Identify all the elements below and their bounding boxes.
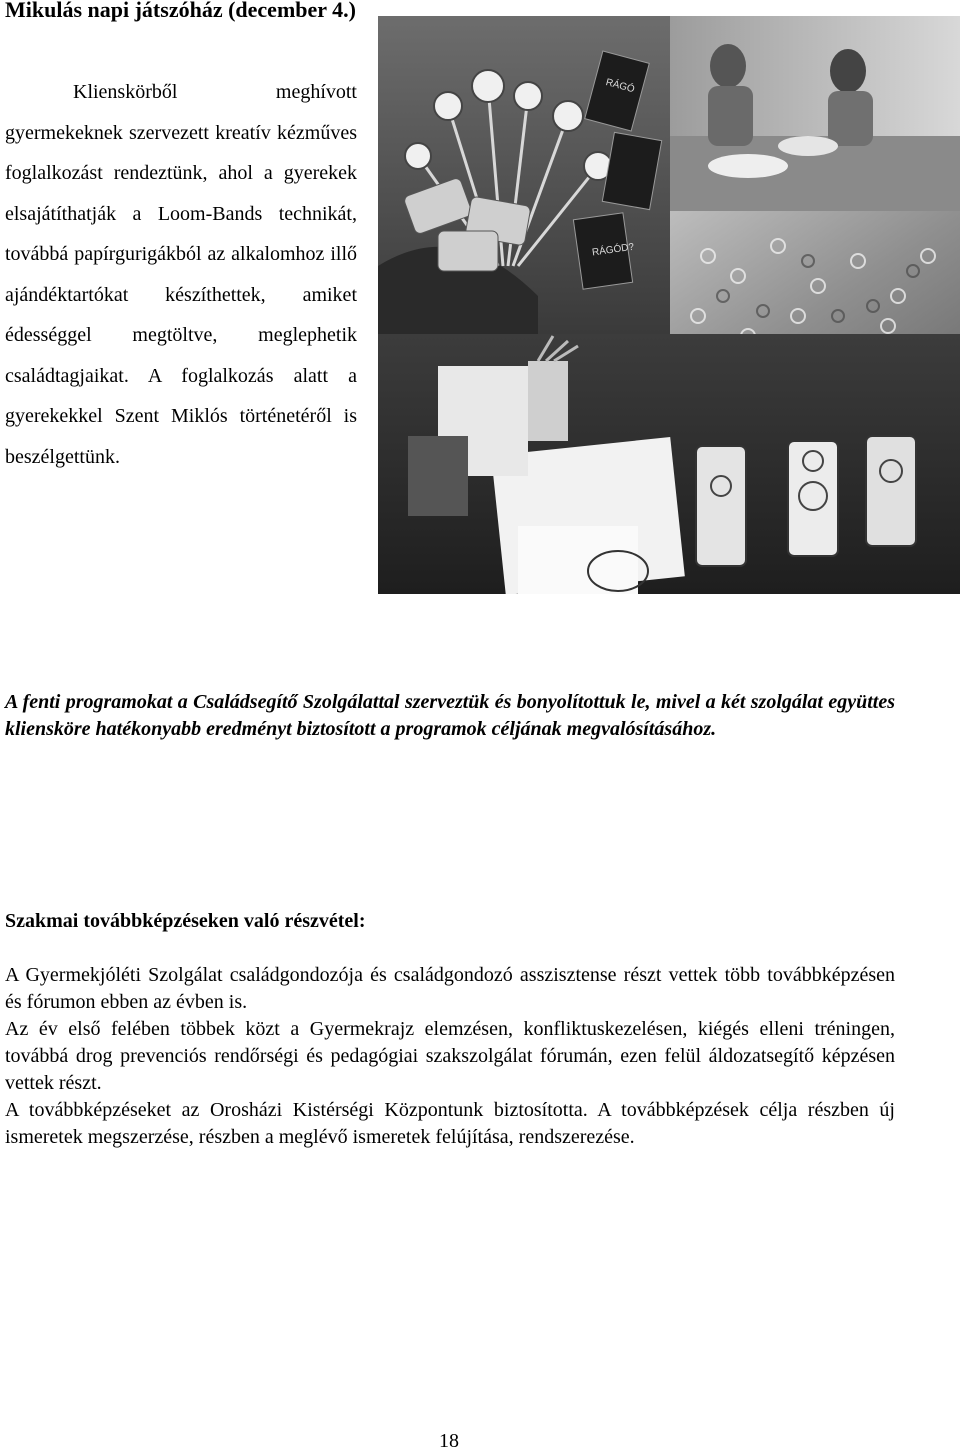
- gift-tube-2: [788, 441, 838, 556]
- training-paragraph-3: A továbbképzéseket az Orosházi Kistérségi Központunk biztosította. A továbbképzések célja részben új ismeretek megszerzése, részben a meglévő ismeretek felújítása, rendszerezése.: [5, 1099, 895, 1148]
- crafts-photo: [378, 334, 960, 594]
- training-paragraph-2: Az év első felében többek közt a Gyermekrajz elemzésen, konfliktuskezelésen, kiégés elleni tréningen, továbbá drog prevenciós rendőrségi és pedagógiai szakszolgálat fórumán, ezen felül áldozatsegítő képzésen vettek részt.: [5, 1018, 895, 1094]
- gift-tube-1: [696, 446, 746, 566]
- training-section-title: Szakmai továbbképzéseken való részvétel:: [5, 910, 366, 932]
- intro-paragraph: Klienskörből meghívott gyermekeknek szervezett kreatív kézműves foglalkozást rendeztünk, ahol a gyerekek elsajátíthatják a Loom-Bands technikát, továbbá papírgurigákból az alkalomhoz illő ajándéktartókat készíthettek, amiket édességgel megtöltve, meglephetik családtagjaikat. A foglalkozás alatt a gyerekekkel Szent Miklós történetéről is beszélgettünk.: [5, 81, 357, 468]
- training-section-body: [5, 962, 895, 1151]
- training-paragraph-1: A Gyermekjóléti Szolgálat családgondozója és családgondozó asszisztense részt vettek több továbbképzésen és fórumon ebben az évben is.: [5, 964, 895, 1013]
- photo-collage: [378, 16, 960, 594]
- kids-photo: [670, 16, 960, 211]
- candy-photo: [378, 16, 670, 334]
- section-heading: Mikulás napi játszóház (december 4.): [5, 0, 356, 22]
- gift-tube-3: [866, 436, 916, 546]
- candy-label-text: RÁGÓD?: [591, 241, 635, 259]
- candy-label-text-2: RÁGÓ: [604, 77, 636, 96]
- page-number: 18: [439, 1430, 459, 1452]
- photo-collage-svg: [378, 16, 960, 594]
- cooperation-note: A fenti programokat a Családsegítő Szolgálattal szerveztük és bonyolítottuk le, mivel a két szolgálat együttes kliensköre hatékonyabb eredményt biztosított a programok céljának megvalósításához.: [5, 691, 895, 740]
